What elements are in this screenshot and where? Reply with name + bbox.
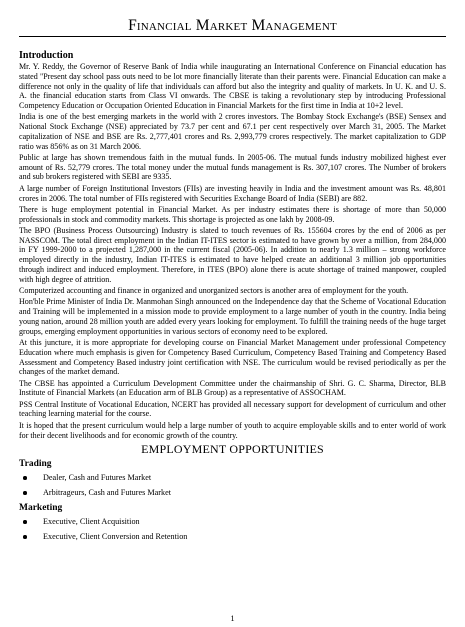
title-underline: [19, 36, 446, 37]
page-title: Financial Market Management: [128, 17, 337, 34]
paragraph-committee: The CBSE has appointed a Curriculum Development Committee under the chairmanship of Shri. G. C. Sharma, Director, BLB Institute of Financial Markets (an Education arm of BLB Group) as a representative of ASSOCHAM.: [19, 378, 446, 398]
marketing-heading: Marketing: [19, 503, 63, 514]
paragraph-financial-education: Mr. Y. Reddy, the Governor of Reserve Bank of India while inaugurating an International Conference on Financial education has stated "Present day school pass outs need to be lot more financially literate than their parents were. Financial Education can make a difference not only in the quality of life that individuals can afford but also the integrity and quality of markets. In U. K. and U. S. A. the financial education starts from Class VI onwards. The CBSE is taking a revolutionary step by introducing Professional Competency Education or Occupation Oriented Education in Financial Markets for the first time in India at 10+2 level.: [19, 62, 446, 110]
page-number: 1: [230, 613, 235, 623]
introduction-heading: Introduction: [19, 50, 74, 61]
paragraph-pss-institute: PSS Central Institute of Vocational Education, NCERT has provided all necessary support for development of curriculum and other teaching learning material for the course.: [19, 399, 446, 419]
list-item: Executive, Client Acquisition: [19, 514, 446, 529]
employment-opportunities-heading: EMPLOYMENT OPPORTUNITIES: [141, 442, 324, 457]
paragraph-prime-minister: Hon'ble Prime Minister of India Dr. Manmohan Singh announced on the Independence day that the Scheme of Vocational Education and Training will be implemented in a mission mode to provide employment to a large number of youth in the country. India being young nation, around 28 million youth are added every years looking for employment. To fulfill the training needs of the huge target groups, emerging employment opportunities in various sectors of economy need to be explored.: [19, 297, 446, 336]
paragraph-hope: It is hoped that the present curriculum would help a large number of youth to acquire employable skills and to enter world of work for their decent livelihoods and for economic growth of the country.: [19, 420, 446, 440]
list-item: Dealer, Cash and Futures Market: [19, 470, 446, 485]
marketing-list: [19, 514, 446, 544]
paragraph-juncture: At this juncture, it is more appropriate for developing course on Financial Market Management under professional Competency Education where much emphasis is given for Competency Based Curriculum, Competency Based Training and Competency Based Assessment and Competency Based industry joint certification with NSE. The curriculum would be revised periodically as per the changes of the market demand.: [19, 338, 446, 377]
paragraph-computerized-accounting: Computerized accounting and finance in organized and unorganized sectors is another area of employment for the youth.: [19, 286, 409, 296]
list-item: Executive, Client Conversion and Retention: [19, 529, 446, 544]
list-item: Arbitrageurs, Cash and Futures Market: [19, 485, 446, 500]
paragraph-emerging-markets: India is one of the best emerging markets in the world with 2 crores investors. The Bombay Stock Exchange's (BSE) Sensex and National Stock Exchange (NSE) appreciated by 73.7 per cent and 67.1 per cent respectively over March 31, 2005. The Market capitalization of NSE and BSE are Rs. 2,777,401 crores and Rs. 2,993,779 crores respectively. The market capitalization to GDP ratio was 856% as on 31 March 2006.: [19, 112, 446, 151]
paragraph-bpo: The BPO (Business Process Outsourcing) Industry is slated to touch revenues of Rs. 155604 crores by the end of 2006 as per NASSCOM. The total direct employment in the Indian IT-ITES sector is estimated to have grown by over a million, from 284,000 in FY 1999-2000 to a projected 1,287,000 in the current fiscal (2005-06). In addition to nearly 1.3 million – strong workforce employed directly in the industry, Indian IT-ITES is estimated to have helped create an additional 3 million job opportunities through indirect and induced employment. Therefore, in ITES (BPO) alone there is acute shortage of trained manpower, coupled with high degree of attrition.: [19, 225, 446, 284]
trading-heading: Trading: [19, 459, 52, 470]
document-page: [0, 17, 465, 627]
paragraph-fii: A large number of Foreign Institutional Investors (FIIs) are investing heavily in India and the investment amount was Rs. 48,801 crores in 2006. The total number of FIIs registered with Securities Exchange Board of India (SEBI) are 882.: [19, 183, 446, 203]
paragraph-employment-potential: There is huge employment potential in Financial Market. As per industry estimates there is shortage of more than 50,000 professionals in stock and commodity markets. This shortage is projected as one lakh by 2008-09.: [19, 204, 446, 224]
paragraph-mutual-funds: Public at large has shown tremendous faith in the mutual funds. In 2005-06. The mutual funds industry mobilized highest ever amount of Rs. 52,779 crores. The total money under the mutual funds management is Rs. 307,107 crores. The Number of brokers and sub brokers registered with SEBI are 9335.: [19, 152, 446, 182]
trading-list: [19, 470, 446, 500]
